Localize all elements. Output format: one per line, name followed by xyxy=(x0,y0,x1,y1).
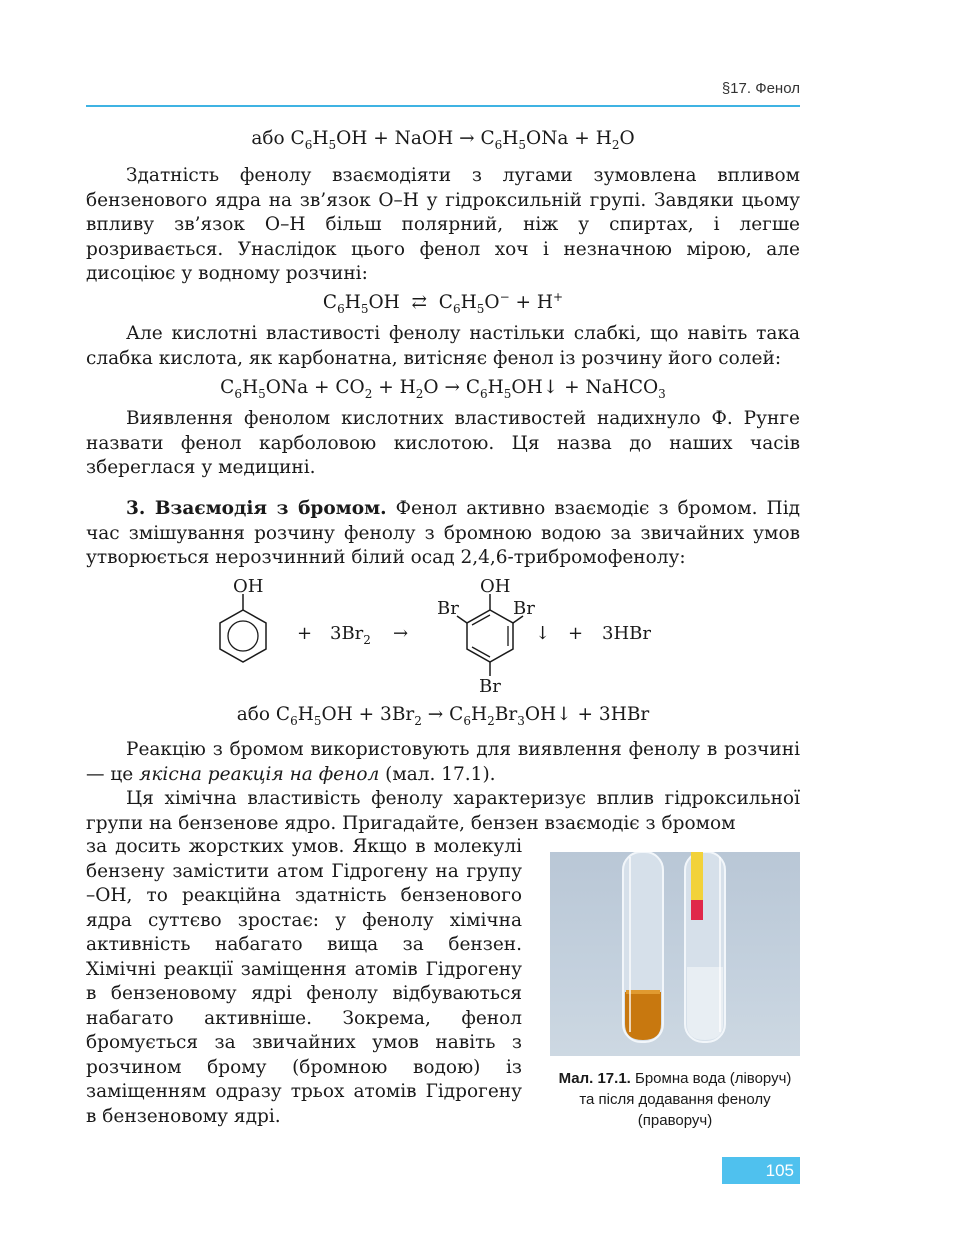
caption-label: Мал. 17.1. xyxy=(558,1070,631,1087)
phenol-oh-label: OH xyxy=(233,576,264,597)
section-bromine: 3. Взаємодія з бромом. Фенол активно взаємодіє з бромом. Під час змішування розчину фенолу з бромною водою за звичайних умов утворюється нерозчинний білий осад 2,4,6-трибромофенолу: xyxy=(86,498,800,568)
tribromophenol-structure xyxy=(437,576,535,697)
indicator-strip-yellow xyxy=(691,852,703,900)
precipitate-arrow: ↓ xyxy=(535,623,551,644)
reaction-arrow: → xyxy=(393,623,409,644)
figure-caption xyxy=(550,1068,800,1131)
test-tube-right xyxy=(685,852,725,1042)
bromine-reagent: $3Br_2$ xyxy=(330,623,371,647)
product-oh-label: OH xyxy=(480,576,511,597)
test-tube-left xyxy=(623,852,663,1042)
br-left-label: Br xyxy=(437,598,459,619)
paragraph-weak-acid: Але кислотні властивості фенолу настільки слабкі, що навіть така слабка кислота, як карбонатна, витісняє фенол із розчину його солей: xyxy=(86,323,800,369)
paragraph-influence-continued: за досить жорстких умов. Якщо в молекулі бензену замістити атом Гідрогену на групу –ОН, то реакційна здатність бензенового ядра суттєво зростає: у фенолу хімічна активність набагато вища за бензен. Хімічні реакції заміщення атомів Гідрогену в бензеновому ядрі фенолу відбуваються набагато активніше. Зокрема, фенол бромується за звичайних умов навіть з розчином брому (бромною водою) із заміщенням одразу трьох атомів Гідрогену в бензеновому ядрі. xyxy=(86,836,522,1127)
hbr-product: 3HBr xyxy=(602,623,651,644)
paragraph-qualitative: Реакцію з бромом використовують для виявлення фенолу в розчині — це якісна реакція на фенол (мал. 17.1). xyxy=(86,739,800,785)
br-bottom-label: Br xyxy=(479,676,501,697)
plus-sign-2: + xyxy=(568,623,584,644)
italic-term: якісна реакція на фенол xyxy=(139,763,380,785)
paragraph-runge: Виявлення фенолом кислотних властивостей надихнуло Ф. Рунге назвати фенол карболовою кислотою. Ця назва до наших часів збереглася у медицині. xyxy=(86,408,800,478)
br-right-label: Br xyxy=(513,598,535,619)
caption-text: Бромна вода (ліворуч) та після додавання фенолу (праворуч) xyxy=(579,1070,792,1129)
figure-photo xyxy=(550,852,800,1056)
indicator-strip-red xyxy=(691,900,703,920)
plus-sign-1: + xyxy=(297,623,313,644)
paragraph-influence: Ця хімічна властивість фенолу характеризує вплив гідроксильної групи на бензенове ядро. Пригадайте, бензен взаємодіє з бромом xyxy=(86,788,800,834)
paragraph-alkali: Здатність фенолу взаємодіяти з лугами зумовлена впливом бензенового ядра на зв’язок О–Н у гідроксильній групі. Завдяки цьому впливу зв’язок О–Н більш полярний, ніж у спиртах, і легше розривається. Унаслідок цього фенол хоч і незначною мірою, але дисоціює у водному розчині: xyxy=(86,165,800,284)
page-number: 105 xyxy=(722,1157,800,1184)
equation-dissociation: $C_6H_5OH$ ⇄ $C_6H_5O^- + H^+$ xyxy=(322,290,564,316)
running-header: §17. Фенол xyxy=(721,80,800,97)
equation-carbonate: $C_6H_5ONa + CO_2 + H_2O$ → $C_6H_5OH↓$ + NaHCO$_3$ xyxy=(220,377,666,401)
equation-bromination: або $C_6H_5OH + 3Br_2$ → $C_6H_2Br_3OH↓ + 3HBr$ xyxy=(236,704,650,728)
phenol-structure xyxy=(220,576,266,662)
equation-naoh: або $C_6H_5OH$ + NaOH → $C_6H_5ONa + H_2O$ xyxy=(251,128,635,152)
section-heading: 3. Взаємодія з бромом. xyxy=(126,498,387,519)
bromination-scheme xyxy=(200,572,700,697)
header-rule xyxy=(86,105,800,107)
